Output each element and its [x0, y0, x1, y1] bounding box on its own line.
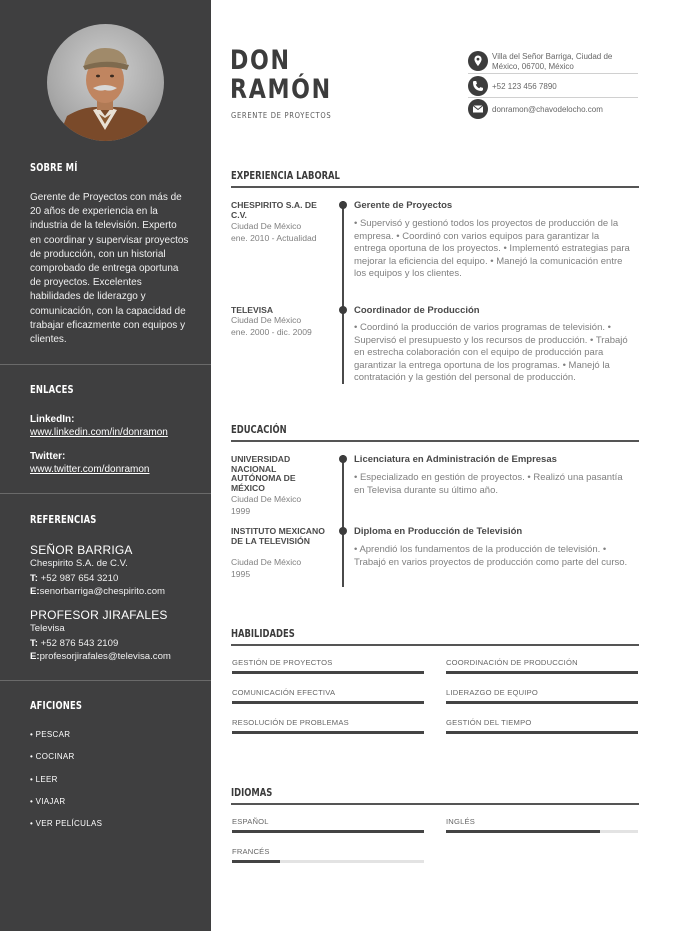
hobby-item: • VER PELÍCULAS	[30, 819, 103, 828]
skill-bar-fill	[446, 731, 638, 734]
links-heading: ENLACES	[30, 384, 74, 396]
contact-divider	[468, 97, 638, 98]
hobby-item: • LEER	[30, 775, 58, 784]
language-label: ESPAÑOL	[232, 817, 269, 826]
language-bar-fill	[232, 830, 424, 833]
languages-heading: IDIOMAS	[231, 787, 273, 799]
education-institution: UNIVERSIDAD NACIONAL AUTÓNOMA DE MÉXICO	[231, 454, 296, 493]
language-bar	[232, 830, 424, 833]
education-degree: Diploma en Producción de Televisión	[354, 526, 523, 537]
education-heading: EDUCACIÓN	[231, 424, 287, 436]
experience-location: Ciudad De México	[231, 315, 302, 325]
skill-bar	[446, 671, 638, 674]
section-rule	[231, 803, 639, 805]
experience-role: Gerente de Proyectos	[354, 200, 453, 211]
reference-company: Chespirito S.A. de C.V.	[30, 558, 128, 569]
skill-label: COORDINACIÓN DE PRODUCCIÓN	[446, 658, 578, 667]
first-name: DON	[230, 45, 291, 76]
skill-bar	[446, 701, 638, 704]
skill-bar-fill	[232, 731, 424, 734]
contact-address: Villa del Señor Barriga, Ciudad de México, 06700, México	[492, 52, 613, 71]
about-heading: SOBRE MÍ	[30, 162, 78, 174]
experience-heading: EXPERIENCIA LABORAL	[231, 170, 340, 182]
twitter-link[interactable]: www.twitter.com/donramon	[30, 464, 150, 475]
contact-divider	[468, 73, 638, 74]
reference-name: PROFESOR JIRAFALES	[30, 608, 168, 622]
timeline-dot	[339, 527, 347, 535]
reference-name: SEÑOR BARRIGA	[30, 543, 133, 557]
sidebar	[0, 0, 211, 931]
sidebar-divider	[0, 493, 211, 494]
hobby-item: • VIAJAR	[30, 797, 66, 806]
language-bar-fill	[446, 830, 600, 833]
skill-bar-fill	[232, 671, 424, 674]
skill-label: GESTIÓN DEL TIEMPO	[446, 718, 532, 727]
phone-icon	[468, 76, 488, 96]
education-location: Ciudad De México	[231, 557, 302, 567]
sidebar-divider	[0, 680, 211, 681]
contact-email[interactable]: donramon@chavodelocho.com	[492, 105, 603, 114]
last-name: RAMÓN	[230, 74, 332, 105]
section-rule	[231, 186, 639, 188]
references-heading: REFERENCIAS	[30, 514, 97, 526]
profile-photo	[47, 24, 164, 141]
education-year: 1999	[231, 505, 251, 516]
education-timeline	[342, 455, 344, 587]
education-year: 1995	[231, 568, 251, 579]
contact-phone: +52 123 456 7890	[492, 82, 557, 91]
education-meta	[231, 557, 331, 580]
education-degree: Licenciatura en Administración de Empresas	[354, 454, 557, 465]
experience-dates: ene. 2010 - Actualidad	[231, 232, 317, 243]
skill-bar	[232, 671, 424, 674]
experience-role: Coordinador de Producción	[354, 305, 480, 316]
education-description: • Aprendió los fundamentos de la producción de televisión. • Trabajó en varios proyectos de producción como parte del curso.	[354, 544, 628, 568]
education-institution: INSTITUTO MEXICANO DE LA TELEVISIÓN	[231, 526, 325, 546]
experience-company: TELEVISA	[231, 305, 274, 315]
about-text: Gerente de Proyectos con más de 20 años de experiencia en la industria de la televisión. Experto en coordinar y supervisar proyectos de producción, con un historial comprobado de entrega oportuna de proyectos. Excelentes habilidades de liderazgo y comunicación, con la capacidad de trabajar eficazmente con equipos y clientes.	[30, 192, 189, 346]
email-icon	[468, 99, 488, 119]
hobby-item: • COCINAR	[30, 752, 75, 761]
timeline-dot	[339, 306, 347, 314]
skill-bar-fill	[232, 701, 424, 704]
section-rule	[231, 440, 639, 442]
job-title: GERENTE DE PROYECTOS	[231, 111, 332, 120]
hobbies-heading: AFICIONES	[30, 700, 83, 712]
skill-bar	[446, 731, 638, 734]
reference-email: E:senorbarriga@chespirito.com	[30, 586, 166, 597]
reference-company: Televisa	[30, 623, 65, 634]
linkedin-link[interactable]: www.linkedin.com/in/donramon	[30, 427, 168, 438]
language-bar-fill	[232, 860, 280, 863]
experience-dates: ene. 2000 - dic. 2009	[231, 326, 312, 337]
skill-label: RESOLUCIÓN DE PROBLEMAS	[232, 718, 349, 727]
full-name	[230, 46, 332, 104]
experience-company: CHESPIRITO S.A. DE C.V.	[231, 200, 317, 220]
timeline-dot	[339, 201, 347, 209]
experience-timeline	[342, 201, 344, 384]
linkedin-label: LinkedIn:	[30, 414, 75, 425]
skill-bar	[232, 701, 424, 704]
experience-location: Ciudad De México	[231, 221, 302, 231]
education-location: Ciudad De México	[231, 494, 302, 504]
section-rule	[231, 644, 639, 646]
reference-email: E:profesorjirafales@televisa.com	[30, 651, 171, 662]
hobby-item: • PESCAR	[30, 730, 71, 739]
timeline-dot	[339, 455, 347, 463]
skill-label: GESTIÓN DE PROYECTOS	[232, 658, 333, 667]
skill-label: LIDERAZGO DE EQUIPO	[446, 688, 538, 697]
language-bar	[232, 860, 424, 863]
experience-description: • Supervisó y gestionó todos los proyectos de producción de la empresa. • Coordinó con varios equipos para garantizar la entrega oportuna de los proyectos. • Implementó estrategias para mejorar la eficiencia del equipo. • Manejó la comunicación entre los equipos y los clientes.	[354, 218, 630, 280]
portrait-image	[47, 24, 164, 141]
skill-bar-fill	[446, 701, 638, 704]
reference-phone: T: +52 987 654 3210	[30, 573, 119, 584]
reference-phone: T: +52 876 543 2109	[30, 638, 119, 649]
location-pin-icon	[468, 51, 488, 71]
skill-bar	[232, 731, 424, 734]
twitter-label: Twitter:	[30, 451, 66, 462]
experience-description: • Coordinó la producción de varios programas de televisión. • Supervisó el presupuesto y los recursos de producción. • Trabajó en estrecha colaboración con el equipo de producción para garantizar la entrega oportuna de los programas. • Manejó la contratación y la gestión del personal de producción.	[354, 322, 628, 384]
experience-meta	[231, 221, 331, 244]
language-label: FRANCÉS	[232, 847, 270, 856]
education-meta	[231, 494, 331, 517]
skills-heading: HABILIDADES	[231, 628, 295, 640]
language-bar	[446, 830, 638, 833]
experience-meta	[231, 315, 331, 338]
skill-label: COMUNICACIÓN EFECTIVA	[232, 688, 336, 697]
sidebar-divider	[0, 364, 211, 365]
language-label: INGLÉS	[446, 817, 476, 826]
education-description: • Especializado en gestión de proyectos. • Realizó una pasantía en Televisa durante su último año.	[354, 472, 623, 496]
skill-bar-fill	[446, 671, 638, 674]
